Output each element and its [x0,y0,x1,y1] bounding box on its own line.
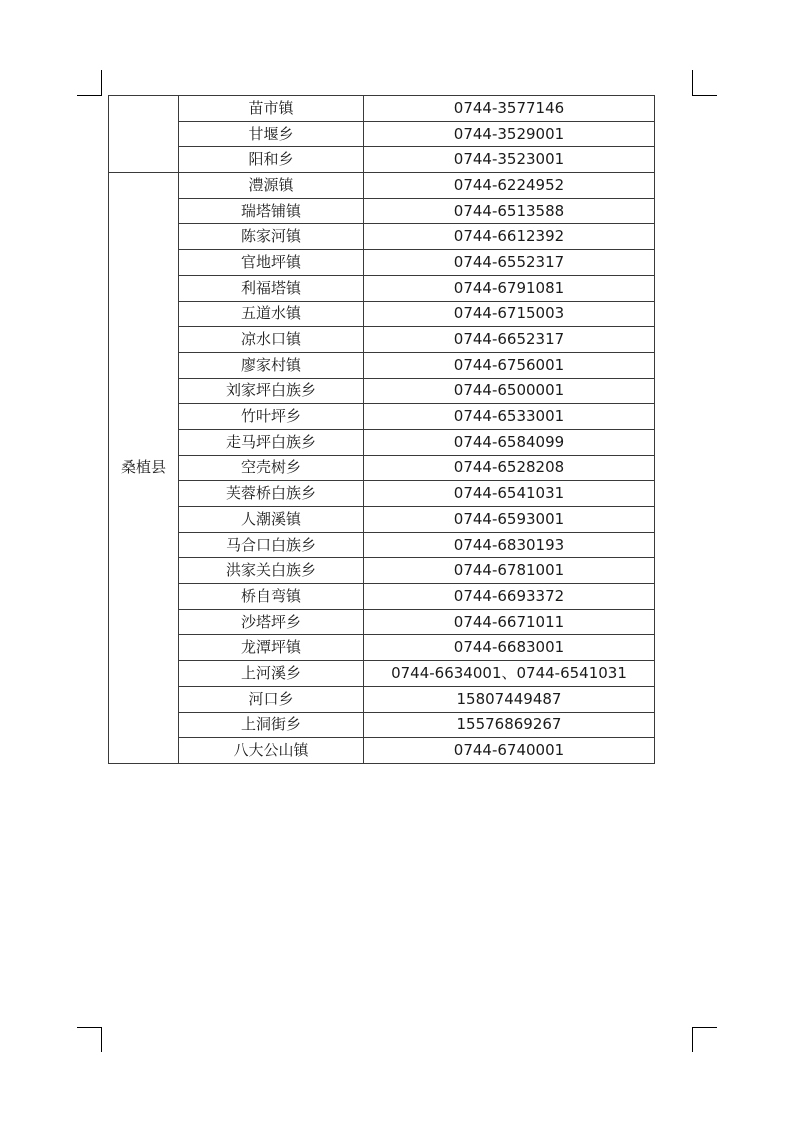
town-cell: 沙塔坪乡 [179,609,364,635]
contact-table [108,95,655,764]
phone-cell: 0744-6791081 [364,275,655,301]
phone-cell: 0744-3523001 [364,147,655,173]
town-cell: 八大公山镇 [179,738,364,764]
town-cell: 洪家关白族乡 [179,558,364,584]
table-row [109,532,655,558]
crop-mark-top-right-v [692,70,693,96]
town-cell: 官地坪镇 [179,250,364,276]
table-row [109,455,655,481]
phone-cell: 0744-6533001 [364,404,655,430]
phone-cell: 0744-6781001 [364,558,655,584]
phone-cell: 0744-6528208 [364,455,655,481]
table-row [109,147,655,173]
table-row [109,378,655,404]
table-row [109,224,655,250]
table-row [109,352,655,378]
table-row [109,96,655,122]
phone-cell: 0744-6612392 [364,224,655,250]
phone-cell: 0744-6500001 [364,378,655,404]
table-row [109,429,655,455]
town-cell: 陈家河镇 [179,224,364,250]
phone-cell: 0744-6593001 [364,507,655,533]
town-cell: 甘堰乡 [179,121,364,147]
table-row [109,635,655,661]
table-row [109,584,655,610]
town-cell: 人潮溪镇 [179,507,364,533]
contact-table-body [109,96,655,764]
crop-mark-top-left-v [101,70,102,96]
town-cell: 澧源镇 [179,173,364,199]
phone-cell: 0744-6584099 [364,429,655,455]
county-cell [109,96,179,173]
table-row [109,301,655,327]
phone-cell: 0744-3577146 [364,96,655,122]
table-row [109,661,655,687]
phone-cell: 0744-6830193 [364,532,655,558]
town-cell: 五道水镇 [179,301,364,327]
table-row [109,712,655,738]
crop-mark-bottom-right-h [692,1027,717,1028]
table-row [109,609,655,635]
phone-cell: 0744-6552317 [364,250,655,276]
table-row [109,173,655,199]
town-cell: 桥自弯镇 [179,584,364,610]
town-cell: 瑞塔铺镇 [179,198,364,224]
crop-mark-top-right-h [692,95,717,96]
town-cell: 阳和乡 [179,147,364,173]
town-cell: 河口乡 [179,686,364,712]
town-cell: 龙潭坪镇 [179,635,364,661]
phone-cell: 0744-6693372 [364,584,655,610]
phone-cell: 0744-6652317 [364,327,655,353]
county-cell: 桑植县 [109,173,179,764]
town-cell: 空壳树乡 [179,455,364,481]
table-row [109,121,655,147]
town-cell: 芙蓉桥白族乡 [179,481,364,507]
town-cell: 竹叶坪乡 [179,404,364,430]
town-cell: 上河溪乡 [179,661,364,687]
crop-mark-bottom-right-v [692,1027,693,1052]
phone-cell: 0744-6740001 [364,738,655,764]
phone-cell: 0744-6715003 [364,301,655,327]
town-cell: 凉水口镇 [179,327,364,353]
table-row [109,558,655,584]
town-cell: 苗市镇 [179,96,364,122]
table-row [109,198,655,224]
town-cell: 走马坪白族乡 [179,429,364,455]
table-row [109,481,655,507]
table-row [109,738,655,764]
town-cell: 刘家坪白族乡 [179,378,364,404]
town-cell: 马合口白族乡 [179,532,364,558]
town-cell: 利福塔镇 [179,275,364,301]
phone-cell: 0744-6224952 [364,173,655,199]
crop-mark-bottom-left-v [101,1027,102,1052]
table-row [109,404,655,430]
town-cell: 廖家村镇 [179,352,364,378]
phone-cell: 15576869267 [364,712,655,738]
table-row [109,507,655,533]
phone-cell: 0744-6683001 [364,635,655,661]
crop-mark-top-left-h [77,95,102,96]
phone-cell: 0744-6634001、0744-6541031 [364,661,655,687]
crop-mark-bottom-left-h [77,1027,102,1028]
town-cell: 上洞街乡 [179,712,364,738]
table-row [109,250,655,276]
phone-cell: 0744-6756001 [364,352,655,378]
phone-cell: 15807449487 [364,686,655,712]
phone-cell: 0744-6541031 [364,481,655,507]
phone-cell: 0744-6671011 [364,609,655,635]
phone-cell: 0744-3529001 [364,121,655,147]
table-row [109,686,655,712]
table-row [109,275,655,301]
phone-cell: 0744-6513588 [364,198,655,224]
table-row [109,327,655,353]
